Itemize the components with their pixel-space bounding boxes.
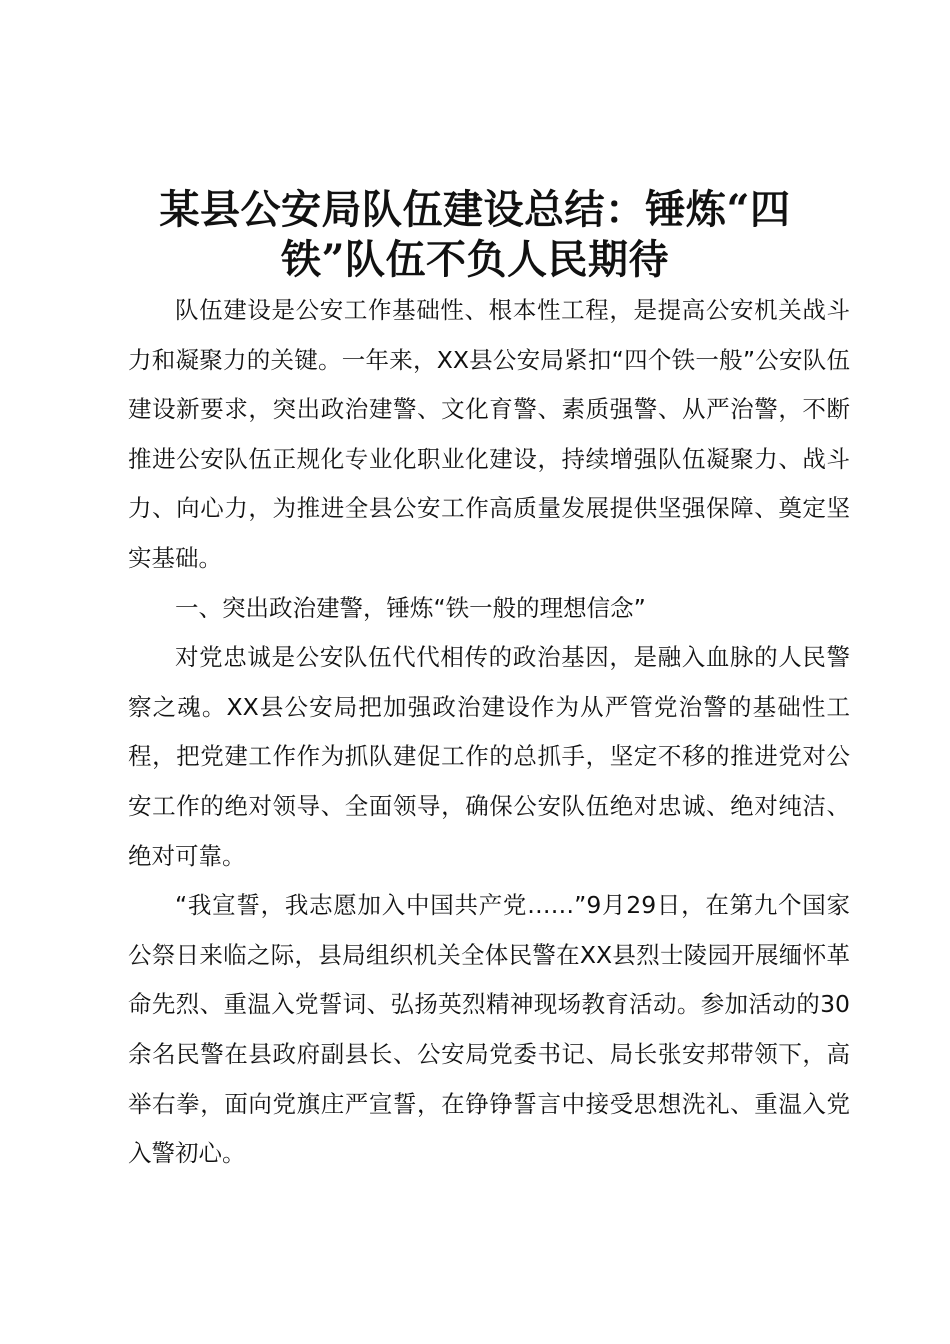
paragraph-oath: “我宣誓，我志愿加入中国共产党……”9月29日，在第九个国家公祭日来临之际，县局组织机关全体民警在XX县烈士陵园开展缅怀革命先烈、重温入党誓词、弘扬英烈精神现场教育活动。参加活动的30余名民警在县政府副县长、公安局党委书记、局长张安邦带领下，高举右拳，面向党旗庄严宣誓，在铮铮誓言中接受思想洗礼、重温入党入警初心。 [128, 891, 850, 1168]
document-body [128, 286, 850, 1179]
paragraph-intro: 队伍建设是公安工作基础性、根本性工程，是提高公安机关战斗力和凝聚力的关键。一年来，XX县公安局紧扣“四个铁一般”公安队伍建设新要求，突出政治建警、文化育警、素质强警、从严治警，不断推进公安队伍正规化专业化职业化建设，持续增强队伍凝聚力、战斗力、向心力，为推进全县公安工作高质量发展提供坚强保障、奠定坚实基础。 [128, 296, 850, 572]
section-heading-1: 一、突出政治建警，锤炼“铁一般的理想信念” [175, 593, 646, 622]
document-title: 某县公安局队伍建设总结：锤炼“四铁”队伍不负人民期待 [159, 186, 791, 283]
paragraph-loyalty: 对党忠诚是公安队伍代代相传的政治基因，是融入血脉的人民警察之魂。XX县公安局把加强政治建设作为从严管党治警的基础性工程，把党建工作作为抓队建促工作的总抓手，坚定不移的推进党对公安工作的绝对领导、全面领导，确保公安队伍绝对忠诚、绝对纯洁、绝对可靠。 [128, 643, 850, 870]
